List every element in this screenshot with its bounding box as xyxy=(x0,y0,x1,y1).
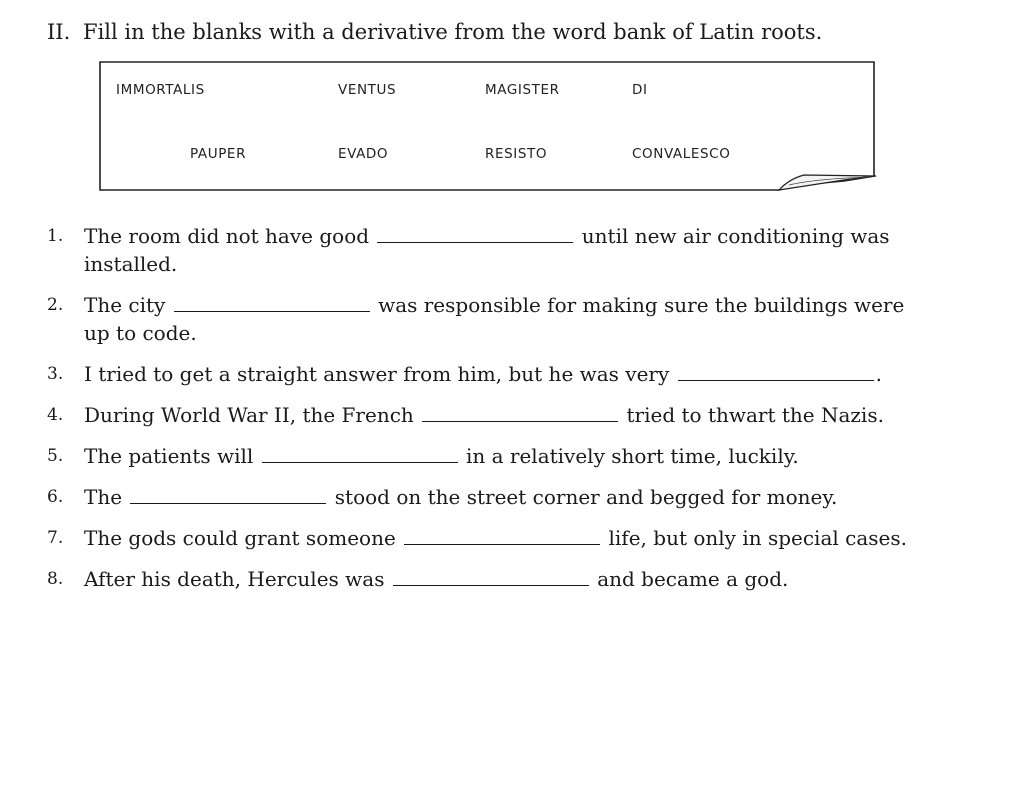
item-text-before: During World War II, the French xyxy=(84,403,414,427)
word-bank-entry: MAGISTER xyxy=(485,82,560,98)
section-heading xyxy=(47,20,822,44)
word-bank-entry: VENTUS xyxy=(338,82,397,98)
item-text-after: life, but only in special cases. xyxy=(608,526,907,550)
item-text-before: The room did not have good xyxy=(84,224,370,248)
exercise-item xyxy=(47,565,927,593)
word-bank-entry: IMMORTALIS xyxy=(116,82,205,98)
word-bank-entry: RESISTO xyxy=(485,146,548,162)
item-text-before: After his death, Hercules was xyxy=(84,567,385,591)
exercise-list xyxy=(47,222,927,606)
item-number: 6. xyxy=(47,487,64,507)
exercise-item xyxy=(47,291,927,347)
item-text-after: tried to thwart the Nazis. xyxy=(626,403,884,427)
exercise-item xyxy=(47,483,927,511)
word-bank-entry: DI xyxy=(632,82,648,98)
item-text-after: stood on the street corner and begged for money. xyxy=(334,485,838,509)
word-bank xyxy=(99,61,875,190)
item-number: 5. xyxy=(47,446,64,466)
item-number: 4. xyxy=(47,405,64,425)
exercise-item xyxy=(47,442,927,470)
item-text-before: The patients will xyxy=(84,444,254,468)
item-text-before: The gods could grant someone xyxy=(84,526,396,550)
word-bank-border xyxy=(99,61,877,192)
word-bank-entry: EVADO xyxy=(338,146,389,162)
item-number: 7. xyxy=(47,528,64,548)
item-number: 3. xyxy=(47,364,64,384)
exercise-item xyxy=(47,401,927,429)
item-text-before: I tried to get a straight answer from him, but he was very xyxy=(84,362,670,386)
item-text-after: in a relatively short time, luckily. xyxy=(465,444,799,468)
answer-blank[interactable] xyxy=(262,442,458,463)
answer-blank[interactable] xyxy=(377,222,573,243)
item-text-after: . xyxy=(875,362,883,386)
answer-blank[interactable] xyxy=(422,401,618,422)
answer-blank[interactable] xyxy=(174,291,370,312)
word-bank-entry: CONVALESCO xyxy=(632,146,731,162)
section-instructions: Fill in the blanks with a derivative from the word bank of Latin roots. xyxy=(83,20,823,44)
item-text-before: The xyxy=(84,485,123,509)
exercise-item xyxy=(47,222,927,278)
item-number: 8. xyxy=(47,569,64,589)
exercise-item xyxy=(47,524,927,552)
answer-blank[interactable] xyxy=(130,483,326,504)
answer-blank[interactable] xyxy=(678,360,874,381)
item-text-after: until new air conditioning was installed. xyxy=(84,224,890,276)
item-text-before: The city xyxy=(84,293,166,317)
answer-blank[interactable] xyxy=(404,524,600,545)
section-number: II. xyxy=(47,20,71,44)
word-bank-entry: PAUPER xyxy=(190,146,247,162)
answer-blank[interactable] xyxy=(393,565,589,586)
item-text-after: and became a god. xyxy=(597,567,789,591)
item-number: 1. xyxy=(47,226,64,246)
exercise-item xyxy=(47,360,927,388)
item-number: 2. xyxy=(47,295,64,315)
item-text-after: was responsible for making sure the buildings were up to code. xyxy=(84,293,905,345)
